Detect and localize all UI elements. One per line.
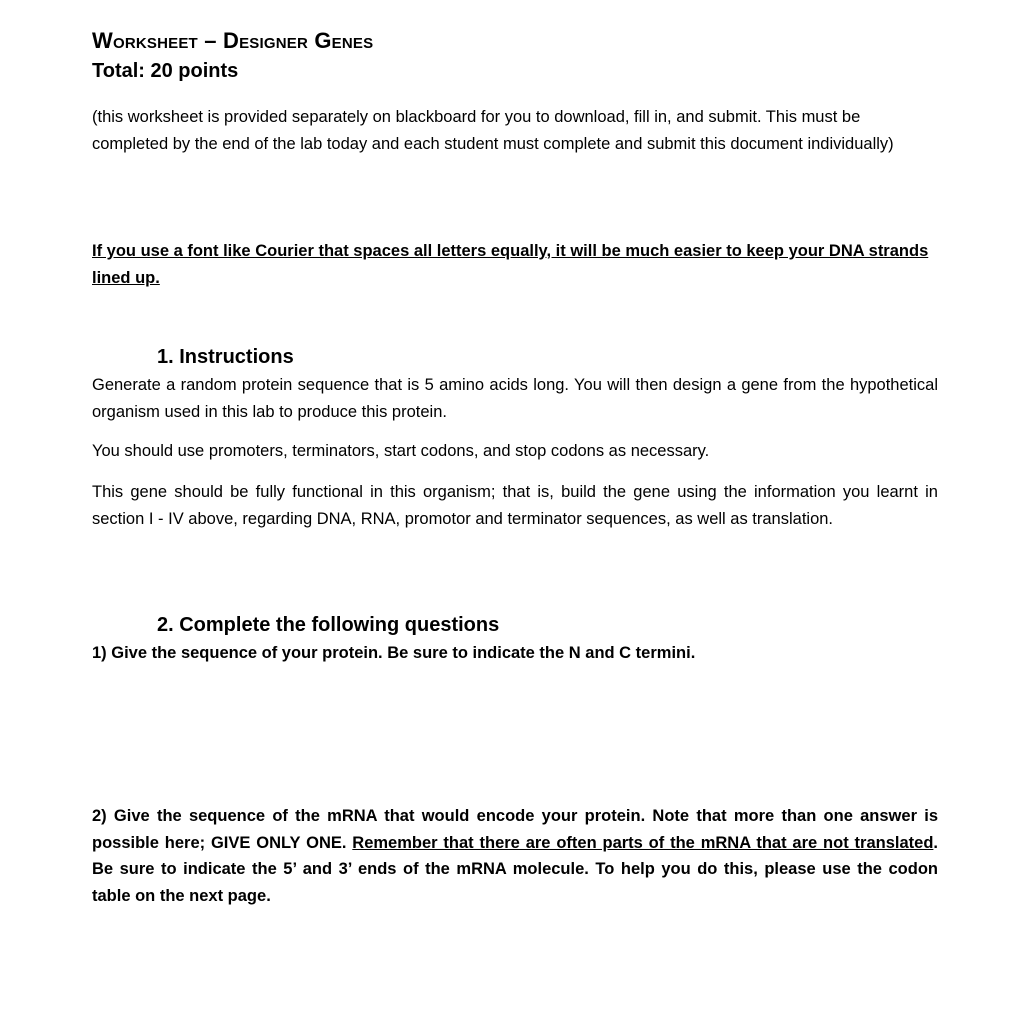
question-1: 1) Give the sequence of your protein. Be sure to indicate the N and C termini. <box>92 644 696 662</box>
page-title: Worksheet – Designer Genes <box>92 28 374 53</box>
instructions-paragraph-2: You should use promoters, terminators, start codons, and stop codons as necessary. <box>92 442 710 460</box>
total-points: Total: 20 points <box>92 60 239 82</box>
instructions-paragraph-1: Generate a random protein sequence that is 5 amino acids long. You will then design a gene from the hypothetical organism used in this lab to produce this protein. <box>92 376 938 421</box>
intro-paragraph: (this worksheet is provided separately on blackboard for you to download, fill in, and submit. This must be completed by the end of the lab today and each student must complete and submit this document individually) <box>92 108 894 153</box>
question-2-underlined: Remember that there are often parts of the mRNA that are not translated <box>352 833 934 852</box>
section-heading-questions: 2. Complete the following questions <box>157 614 500 636</box>
section-heading-instructions: 1. Instructions <box>157 346 294 368</box>
instructions-paragraph-3: This gene should be fully functional in this organism; that is, build the gene using the information you learnt in section I - IV above, regarding DNA, RNA, promotor and terminator sequences, as well as translation. <box>92 483 938 528</box>
question-2: 2) Give the sequence of the mRNA that would encode your protein. Note that more than one answer is possible here; GIVE ONLY ONE. Remember that there are often parts of the mRNA that are not translated. Be sure to indicate the 5’ and 3’ ends of the mRNA molecule. To help you do this, please use the codon table on the next page. <box>92 807 938 905</box>
font-tip: If you use a font like Courier that spaces all letters equally, it will be much easier to keep your DNA strands lined up. <box>92 242 929 287</box>
